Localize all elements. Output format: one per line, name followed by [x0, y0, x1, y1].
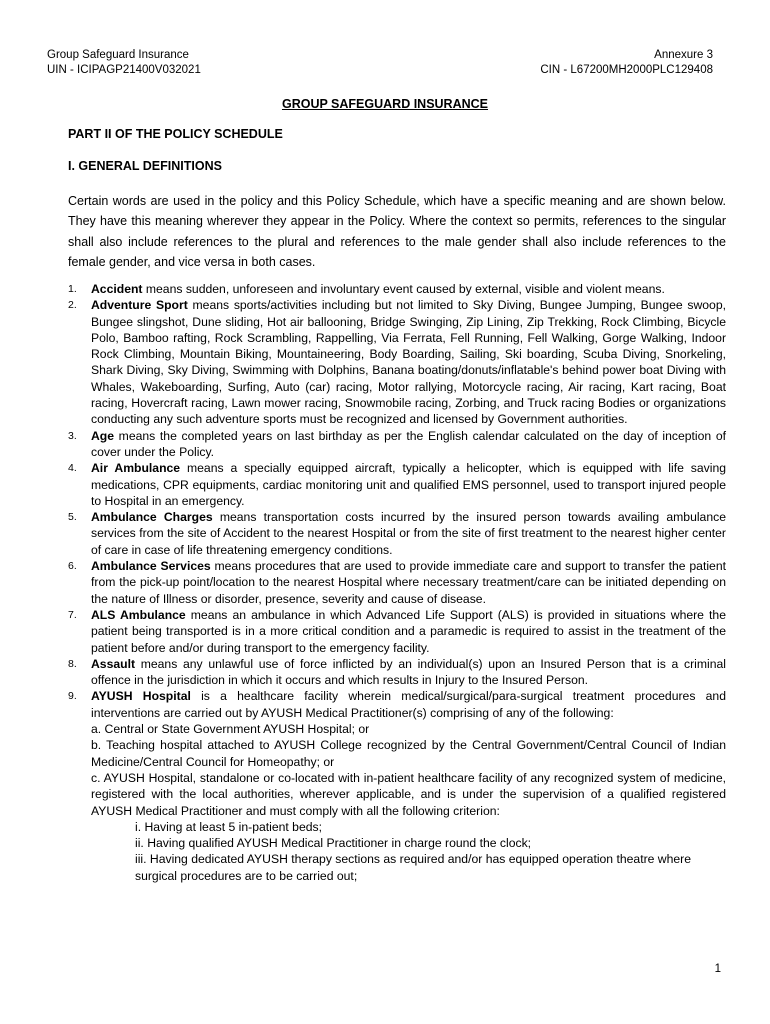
definition-item — [68, 688, 726, 884]
definition-text: means sudden, unforeseen and involuntary event caused by external, visible and violent means. — [142, 282, 665, 296]
definition-term: Age — [91, 428, 115, 443]
header-product-name: Group Safeguard Insurance — [47, 49, 189, 61]
ayush-sub-b: b. Teaching hospital attached to AYUSH College recognized by the Central Government/Central Council of Indian Medicine/Central Council for Homeopathy; or — [91, 738, 726, 769]
definition-item — [68, 607, 726, 656]
header-right — [540, 48, 713, 78]
definition-number: 4. — [68, 462, 77, 475]
page-number: 1 — [714, 963, 721, 975]
intro-paragraph: Certain words are used in the policy and this Policy Schedule, which have a specific meaning and are shown below. They have this meaning wherever they appear in the Policy. Where the context so permits, references to the singular shall also include references to the plural and references to the male gender shall also include references to the female gender, and vice versa in both cases. — [68, 194, 726, 269]
definition-item — [68, 656, 726, 689]
document-title: GROUP SAFEGUARD INSURANCE — [281, 97, 489, 111]
definition-term: Ambulance Charges — [91, 510, 213, 525]
ayush-criterion-i: i. Having at least 5 in-patient beds; — [135, 819, 322, 834]
definition-term: AYUSH Hospital — [91, 689, 191, 704]
definition-number: 2. — [68, 299, 77, 312]
ayush-criterion-ii: ii. Having qualified AYUSH Medical Practitioner in charge round the clock; — [135, 836, 532, 851]
definition-item — [68, 297, 726, 427]
definition-item — [68, 460, 726, 509]
definition-number: 5. — [68, 511, 77, 524]
definition-text: means any unlawful use of force inflicted by an individual(s) upon an Insured Person that is a criminal offence in the jurisdiction in which it occurs and which results in Injury to the Insured Person. — [91, 656, 726, 688]
definition-text: means an ambulance in which Advanced Life Support (ALS) is provided in situations where the patient being transported is in a more critical condition and a paramedic is required to assist in the treatment of the patient before and/or during transport to the emergency facility. — [91, 607, 726, 655]
definition-item — [68, 428, 726, 461]
ayush-sub-c: c. AYUSH Hospital, standalone or co-located with in-patient healthcare facility of any recognized system of medicine, registered with the local authorities, wherever applicable, and is under the supervision of a qualified registered AYUSH Medical Practitioner and must comply with all the following criterion: — [91, 770, 726, 818]
definition-number: 9. — [68, 690, 77, 703]
definition-text: is a healthcare facility wherein medical/surgical/para-surgical treatment procedures and interventions are carried out by AYUSH Medical Practitioner(s) comprising of any of the following: — [91, 689, 726, 720]
definition-term: ALS Ambulance — [91, 607, 186, 622]
definitions-list — [68, 281, 726, 884]
ayush-criterion-iii: iii. Having dedicated AYUSH therapy sections as required and/or has equipped operation theatre where surgical procedures are to be carried out; — [135, 852, 691, 883]
definition-text: means sports/activities including but not limited to Sky Diving, Bungee Jumping, Bungee swoop, Bungee slingshot, Dune sliding, Hot air ballooning, Bridge Swinging, Zip Lining, Zip Trekking, Rock Climbing, Bicycle Polo, Bamboo rafting, Rock Scrambling, Rappelling, Via Ferrata, Fell Running, Fell Walking, Gorge Walking, Indoor Rock Climbing, Mountain Biking, Mountaineering, Body Boarding, Sailing, Ski boarding, Scuba Diving, Snorkeling, Shark Diving, Sky Diving, Swimming with Dolphins, Banana boating/donuts/inflatable's behind power boat Diving with Whales, Wakeboarding, Surfing, Auto (car) racing, Motor rallying, Motorcycle racing, Air racing, Kart racing, Boat racing, Hovercraft racing, Lawn mower racing, Snowmobile racing, Zorbing, and Truck racing Bodies or organizations conducting any such adventure sports must be recognized and licensed by Government authorities. — [91, 298, 726, 427]
header-left — [47, 48, 201, 78]
definition-term: Air Ambulance — [91, 461, 181, 476]
ayush-sub-a: a. Central or State Government AYUSH Hospital; or — [91, 722, 370, 737]
definition-item — [68, 281, 726, 297]
definition-number: 8. — [68, 657, 77, 670]
header-uin: UIN - ICIPAGP21400V032021 — [47, 64, 201, 76]
definition-term: Adventure Sport — [91, 298, 188, 313]
definition-term: Accident — [91, 282, 143, 296]
definition-number: 7. — [68, 608, 77, 621]
definition-text: means procedures that are used to provide immediate care and support to transfer the patient from the pick-up point/location to the nearest Hospital where necessary treatment/care can be initiated depending on the nature of Illness or disorder, presence, severity and cause of disease. — [91, 559, 727, 606]
header-annexure: Annexure 3 — [654, 49, 713, 61]
definition-text: means transportation costs incurred by the insured person towards availing ambulance services from the site of Accident to the nearest Hospital or from the site of first treatment to the nearest higher center of care in case of life threatening emergency conditions. — [91, 510, 726, 557]
definition-item — [68, 509, 726, 558]
definition-number: 6. — [68, 560, 77, 573]
part-heading: PART II OF THE POLICY SCHEDULE — [68, 127, 283, 141]
definition-number: 3. — [68, 429, 77, 442]
definition-term: Assault — [91, 656, 136, 671]
definition-number: 1. — [68, 283, 77, 295]
definition-term: Ambulance Services — [91, 559, 211, 574]
definition-text: means the completed years on last birthday as per the English calendar calculated on the day of inception of cover under the Policy. — [91, 428, 726, 459]
definition-item — [68, 558, 726, 607]
definition-text: means a specially equipped aircraft, typically a helicopter, which is equipped with life saving medications, CPR equipments, cardiac monitoring unit and qualified EMS personnel, used to transport injured people to Hospital in an emergency. — [91, 461, 726, 508]
header-cin: CIN - L67200MH2000PLC129408 — [540, 64, 713, 76]
section-heading: I. GENERAL DEFINITIONS — [68, 159, 222, 173]
